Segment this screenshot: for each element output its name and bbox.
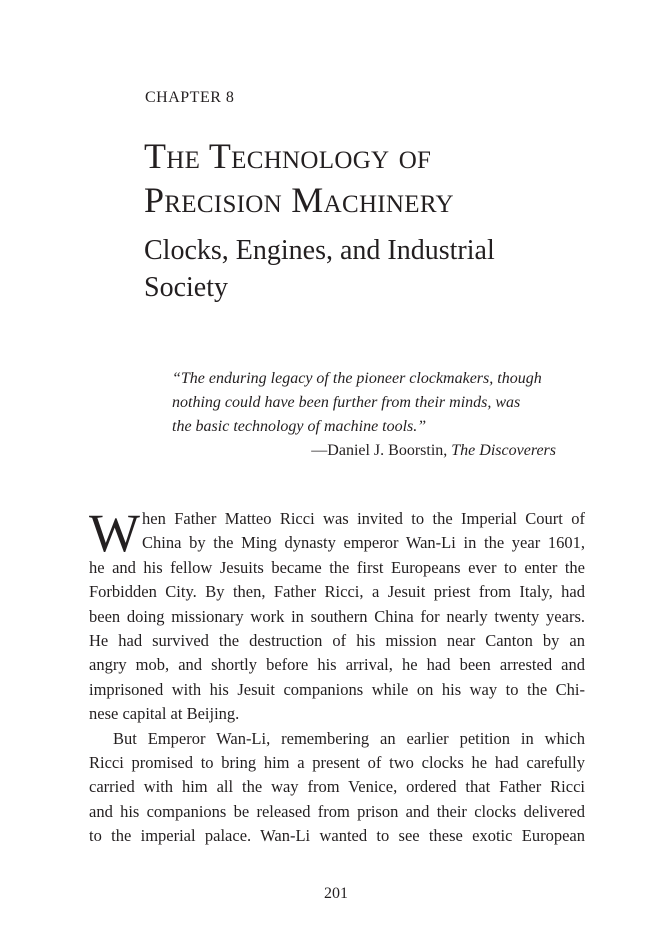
chapter-label: CHAPTER 8 bbox=[145, 89, 235, 106]
body-line-11: Ricci promised to bring him a present of two clocks he had carefully bbox=[89, 752, 585, 772]
body-line-6: He had survived the destruction of his mission near Canton by an bbox=[89, 630, 585, 650]
body-line-5: been doing missionary work in southern China for nearly twenty years. bbox=[89, 606, 585, 626]
body-line-10: But Emperor Wan-Li, remembering an earlier petition in which bbox=[113, 728, 585, 748]
epigraph-quote-line-1: “The enduring legacy of the pioneer clockmakers, though bbox=[172, 370, 542, 387]
body-line-12: carried with him all the way from Venice, ordered that Father Ricci bbox=[89, 777, 585, 797]
chapter-subtitle-line-2: Society bbox=[144, 272, 228, 303]
body-line-13: and his companions be released from prison and their clocks delivered bbox=[89, 801, 585, 821]
chapter-title bbox=[144, 134, 624, 222]
body-line-14: to the imperial palace. Wan-Li wanted to see these exotic European bbox=[89, 826, 585, 846]
drop-cap: W bbox=[89, 503, 140, 563]
body-line-1: hen Father Matteo Ricci was invited to the Imperial Court of bbox=[142, 509, 585, 528]
epigraph-author: —Daniel J. Boorstin, bbox=[311, 442, 452, 459]
body-line-8: imprisoned with his Jesuit companions while on his way to the Chi- bbox=[89, 679, 585, 699]
chapter-title-line-2: Precision Machinery bbox=[144, 180, 454, 220]
chapter-subtitle bbox=[144, 232, 624, 306]
body-line-2: China by the Ming dynasty emperor Wan-Li in the year 1601, bbox=[142, 533, 585, 553]
chapter-subtitle-line-1: Clocks, Engines, and Industrial bbox=[144, 235, 495, 266]
body-line-9: nese capital at Beijing. bbox=[89, 704, 240, 724]
epigraph-quote-line-3: the basic technology of machine tools.” bbox=[172, 418, 427, 435]
epigraph-book-title: The Discoverers bbox=[451, 442, 556, 459]
page-number: 201 bbox=[324, 885, 348, 902]
epigraph-attribution bbox=[172, 439, 562, 463]
chapter-title-line-1: The Technology of bbox=[144, 136, 432, 176]
epigraph-quote-line-2: nothing could have been further from their minds, was bbox=[172, 394, 521, 411]
epigraph bbox=[172, 367, 562, 463]
body-line-3: he and his fellow Jesuits became the first Europeans ever to enter the bbox=[89, 557, 585, 577]
body-text bbox=[89, 503, 585, 848]
body-line-7: angry mob, and shortly before his arrival, he had been arrested and bbox=[89, 655, 585, 675]
body-line-4: Forbidden City. By then, Father Ricci, a Jesuit priest from Italy, had bbox=[89, 582, 585, 602]
